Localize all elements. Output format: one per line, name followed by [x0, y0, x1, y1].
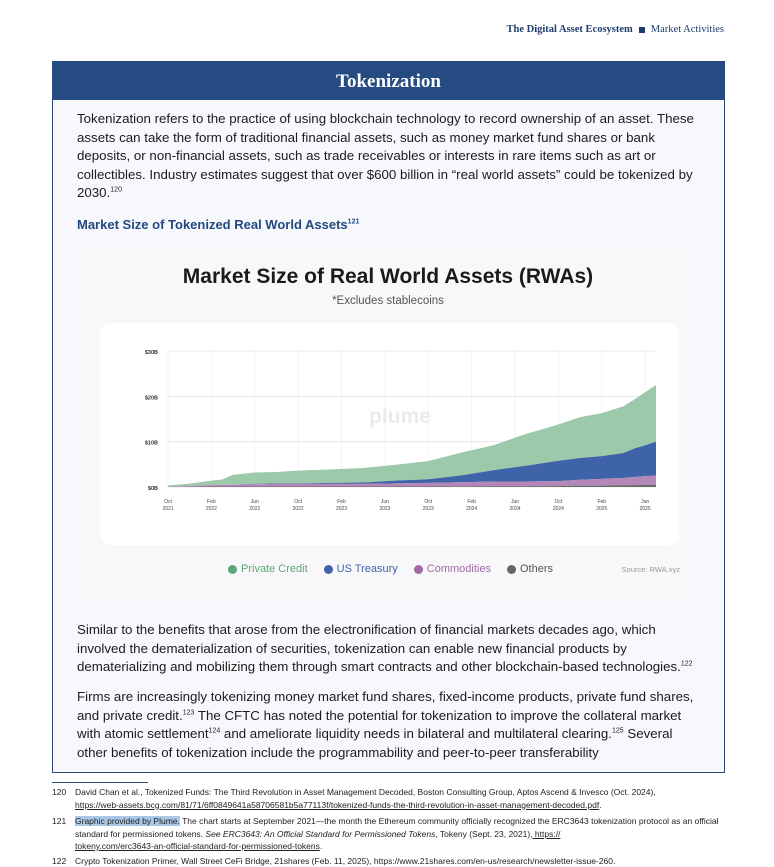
y-tick-label: $0B [147, 486, 158, 492]
y-tick-label: $10B [144, 440, 158, 447]
x-tick-label: Jun 2022 [249, 499, 261, 512]
header-subsection: Market Activities [650, 24, 724, 35]
paragraph-3-text-c: and ameliorate liquidity needs in bilateral and multilateral clearing. [220, 726, 612, 742]
x-tick-label: Jun 2025 [639, 499, 651, 512]
chart-title: Market Size of Real World Assets (RWAs) [182, 265, 594, 288]
legend-dot-icon [414, 565, 423, 574]
legend-item [324, 563, 398, 575]
footnote-see: See ERC3643: An Official Standard for Permissioned Tokens [203, 828, 436, 839]
x-tick-label: Oct 2022 [292, 499, 304, 512]
legend-dot-icon [228, 565, 237, 574]
chart-subtitle: *Excludes stablecoins [332, 295, 444, 307]
x-tick-label: Oct 2023 [422, 499, 434, 512]
footnote-number: 122 [52, 856, 67, 866]
x-tick-label: Oct 2024 [552, 499, 564, 512]
footnote-number: 120 [52, 787, 67, 797]
header-section: The Digital Asset Ecosystem [506, 24, 633, 35]
footnote-highlight: Graphic provided by Plume. [75, 816, 180, 826]
chart-heading-text: Market Size of Tokenized Real World Assets [77, 217, 348, 232]
chart-legend [228, 563, 553, 575]
running-header [507, 24, 725, 35]
footnote-120 [52, 786, 732, 812]
footnote-number: 121 [52, 816, 67, 826]
x-tick-label: Jun 2023 [379, 499, 391, 512]
footnote-text: Crypto Tokenization Primer, Wall Street CeFi Bridge, 21shares (Feb. 11, 2025), https://www.21shares.com/en-us/research/newsletter-issue-260. [75, 856, 616, 866]
footnote-link[interactable]: https://web-assets.bcg.com/81/71/6ff0849641a58706581b5a77113f/tokenized-funds-the-third-revolution-in-asset-management-decoded.pdf [75, 799, 600, 810]
footnote-link-2[interactable]: tokeny.com/erc3643-an-official-standard-for-permissioned-tokens [75, 841, 320, 851]
chart-source: Source: RWA.xyz [621, 565, 680, 574]
legend-item [414, 563, 491, 575]
paragraph-3-text-b: The CFTC has noted the potential for tokenization to improve the collateral market with atomic settlement [77, 707, 682, 742]
legend-item [507, 563, 553, 575]
plot-svg [100, 323, 679, 545]
paragraph-2-text: Similar to the benefits that arose from the electronification of financial markets decades ago, which involved the dematerialization of securities, tokenization can enable new financial products by dematerializing and mobilizing them through smart contracts and other blockchain-based technologies. [77, 622, 681, 675]
x-tick-label: Feb 2024 [466, 499, 478, 512]
y-tick-label: $30B [144, 350, 158, 356]
header-separator-icon [639, 27, 645, 33]
footnote-ref-120[interactable]: 120 [110, 186, 122, 194]
x-tick-label: Feb 2022 [205, 499, 217, 512]
footnote-ref-125[interactable]: 125 [611, 727, 624, 735]
legend-label: Others [519, 563, 553, 575]
legend-item [228, 563, 308, 575]
plume-watermark: plume [369, 405, 431, 428]
footnote-ref-124[interactable]: 124 [208, 727, 221, 735]
legend-label: Private Credit [241, 563, 308, 575]
paragraph-2 [77, 621, 704, 677]
footnote-text: The chart starts at September 2021—the month the Ethereum community officially recognized the ERC3643 tokenization protocol as an official standard for permissioned tokens. [75, 816, 719, 839]
footnote-text: David Chan et al., Tokenized Funds: The Third Revolution in Asset Management Decoded, Boston Consulting Group, Aptos Ascend & Invesco (Oct. 2024), [75, 787, 656, 797]
plot-area [100, 323, 679, 545]
footnote-ref-122[interactable]: 122 [680, 660, 693, 668]
paragraph-3 [77, 688, 704, 762]
footnote-rule [52, 782, 148, 783]
x-tick-label: Feb 2023 [335, 499, 348, 512]
x-tick-label: Jun 2024 [509, 499, 521, 512]
legend-label: Commodities [426, 563, 491, 575]
footnote-tail: , Tokeny (Sept. 23, 2021), [435, 828, 533, 839]
legend-dot-icon [507, 565, 516, 574]
footnote-121 [52, 815, 732, 855]
x-tick-label: Feb 2025 [596, 499, 608, 512]
y-tick-label: $20B [144, 395, 158, 402]
legend-label: US Treasury [336, 563, 398, 575]
footnote-end: . [319, 841, 323, 851]
footnote-tail: . [599, 799, 602, 810]
footnote-122 [52, 855, 732, 867]
x-tick-label: Oct 2021 [162, 499, 174, 512]
chart-heading [77, 217, 359, 232]
rwa-chart [78, 243, 698, 601]
paragraph-3-text-a: Firms are increasingly tokenizing money market fund shares, fixed-income products, private fund shares, and private credit. [77, 689, 694, 723]
footnote-link-1[interactable]: https:// [532, 828, 561, 839]
legend-dot-icon [324, 565, 333, 574]
paragraph-3-text-d: Several other benefits of tokenization include the programmability and peer-to-peer transferability [77, 726, 673, 760]
intro-paragraph [77, 110, 704, 203]
footnote-ref-121[interactable]: 121 [347, 218, 360, 226]
box-title: Tokenization [52, 61, 725, 100]
footnote-ref-123[interactable]: 123 [182, 709, 195, 717]
intro-text: Tokenization refers to the practice of using blockchain technology to record ownership of an asset. These assets can take the form of traditional financial assets, such as money market fund shares or bank deposits, or non-financial assets, such as trade receivables or interests in rare items such as art or collectibles. Industry estimates suggest that over $600 billion in “real world assets” could be tokenized by 2030. [77, 111, 694, 201]
